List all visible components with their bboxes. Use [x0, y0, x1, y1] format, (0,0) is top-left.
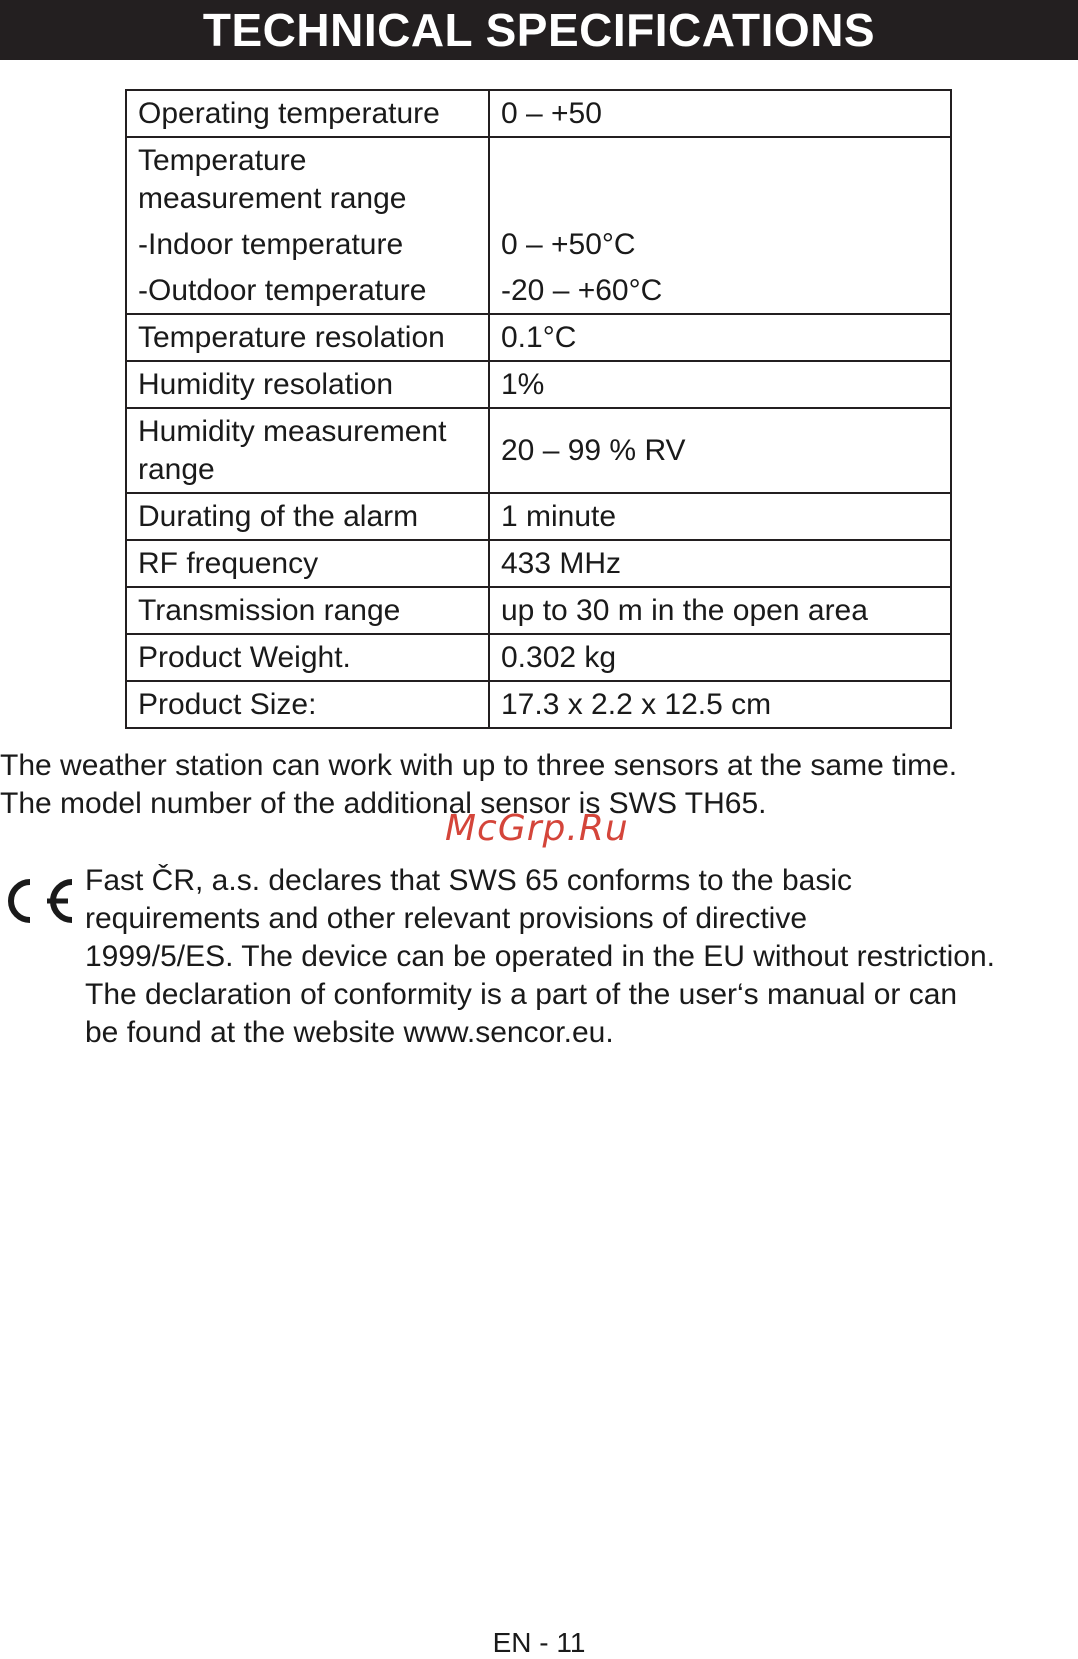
spec-value: up to 30 m in the open area — [489, 587, 951, 634]
table-row — [126, 137, 951, 314]
table-row — [126, 540, 951, 587]
table-row — [126, 90, 951, 137]
spec-value — [489, 137, 951, 314]
spec-label — [126, 137, 489, 314]
conformity-declaration — [85, 862, 1075, 1052]
spec-label-line: Temperature — [138, 144, 307, 177]
spec-label-line: measurement range — [138, 182, 407, 215]
spec-value: 0 – +50 — [489, 90, 951, 137]
spec-label: Transmission range — [126, 587, 489, 634]
spec-label: Product Weight. — [126, 634, 489, 681]
spec-sub-label: -Indoor temperature — [138, 228, 404, 261]
table-row — [126, 681, 951, 728]
spec-label-line: range — [138, 453, 215, 486]
spec-label: Temperature resolation — [126, 314, 489, 361]
table-row — [126, 634, 951, 681]
table-row — [126, 587, 951, 634]
spec-label: Operating temperature — [126, 90, 489, 137]
title-bar — [0, 0, 1078, 60]
table-row — [126, 314, 951, 361]
declaration-line: Fast ČR, a.s. declares that SWS 65 conforms to the basic — [85, 864, 852, 897]
spec-value: 20 – 99 % RV — [489, 408, 951, 493]
spec-sub-label: -Outdoor temperature — [138, 274, 427, 307]
spec-value: 0.1°C — [489, 314, 951, 361]
spec-value: 0.302 kg — [489, 634, 951, 681]
specifications-table — [125, 89, 952, 729]
page-title: TECHNICAL SPECIFICATIONS — [202, 4, 876, 56]
ce-mark-icon — [0, 876, 78, 926]
declaration-line: requirements and other relevant provisions of directive — [85, 902, 808, 935]
spec-sub-value: 0 – +50°C — [501, 228, 636, 261]
spec-label: Product Size: — [126, 681, 489, 728]
table-row — [126, 493, 951, 540]
declaration-line: 1999/5/ES. The device can be operated in the EU without restriction. — [85, 940, 995, 973]
table-row — [126, 361, 951, 408]
sensors-note-line: The model number of the additional sensor is SWS TH65. — [0, 787, 767, 820]
watermark: McGrp.Ru — [445, 808, 629, 849]
sensors-note-line: The weather station can work with up to three sensors at the same time. — [0, 749, 958, 782]
spec-value: 1 minute — [489, 493, 951, 540]
table-row — [126, 408, 951, 493]
declaration-line: be found at the website www.sencor.eu. — [85, 1016, 614, 1049]
spec-label: Humidity resolation — [126, 361, 489, 408]
spec-label — [126, 408, 489, 493]
spec-label-line: Humidity measurement — [138, 415, 447, 448]
spec-value: 17.3 x 2.2 x 12.5 cm — [489, 681, 951, 728]
spec-value: 433 MHz — [489, 540, 951, 587]
page-number: EN - 11 — [492, 1627, 586, 1658]
spec-value: 1% — [489, 361, 951, 408]
spec-label: RF frequency — [126, 540, 489, 587]
spec-label: Durating of the alarm — [126, 493, 489, 540]
spec-sub-value: -20 – +60°C — [501, 274, 663, 307]
declaration-line: The declaration of conformity is a part of the user‘s manual or can — [85, 978, 958, 1011]
